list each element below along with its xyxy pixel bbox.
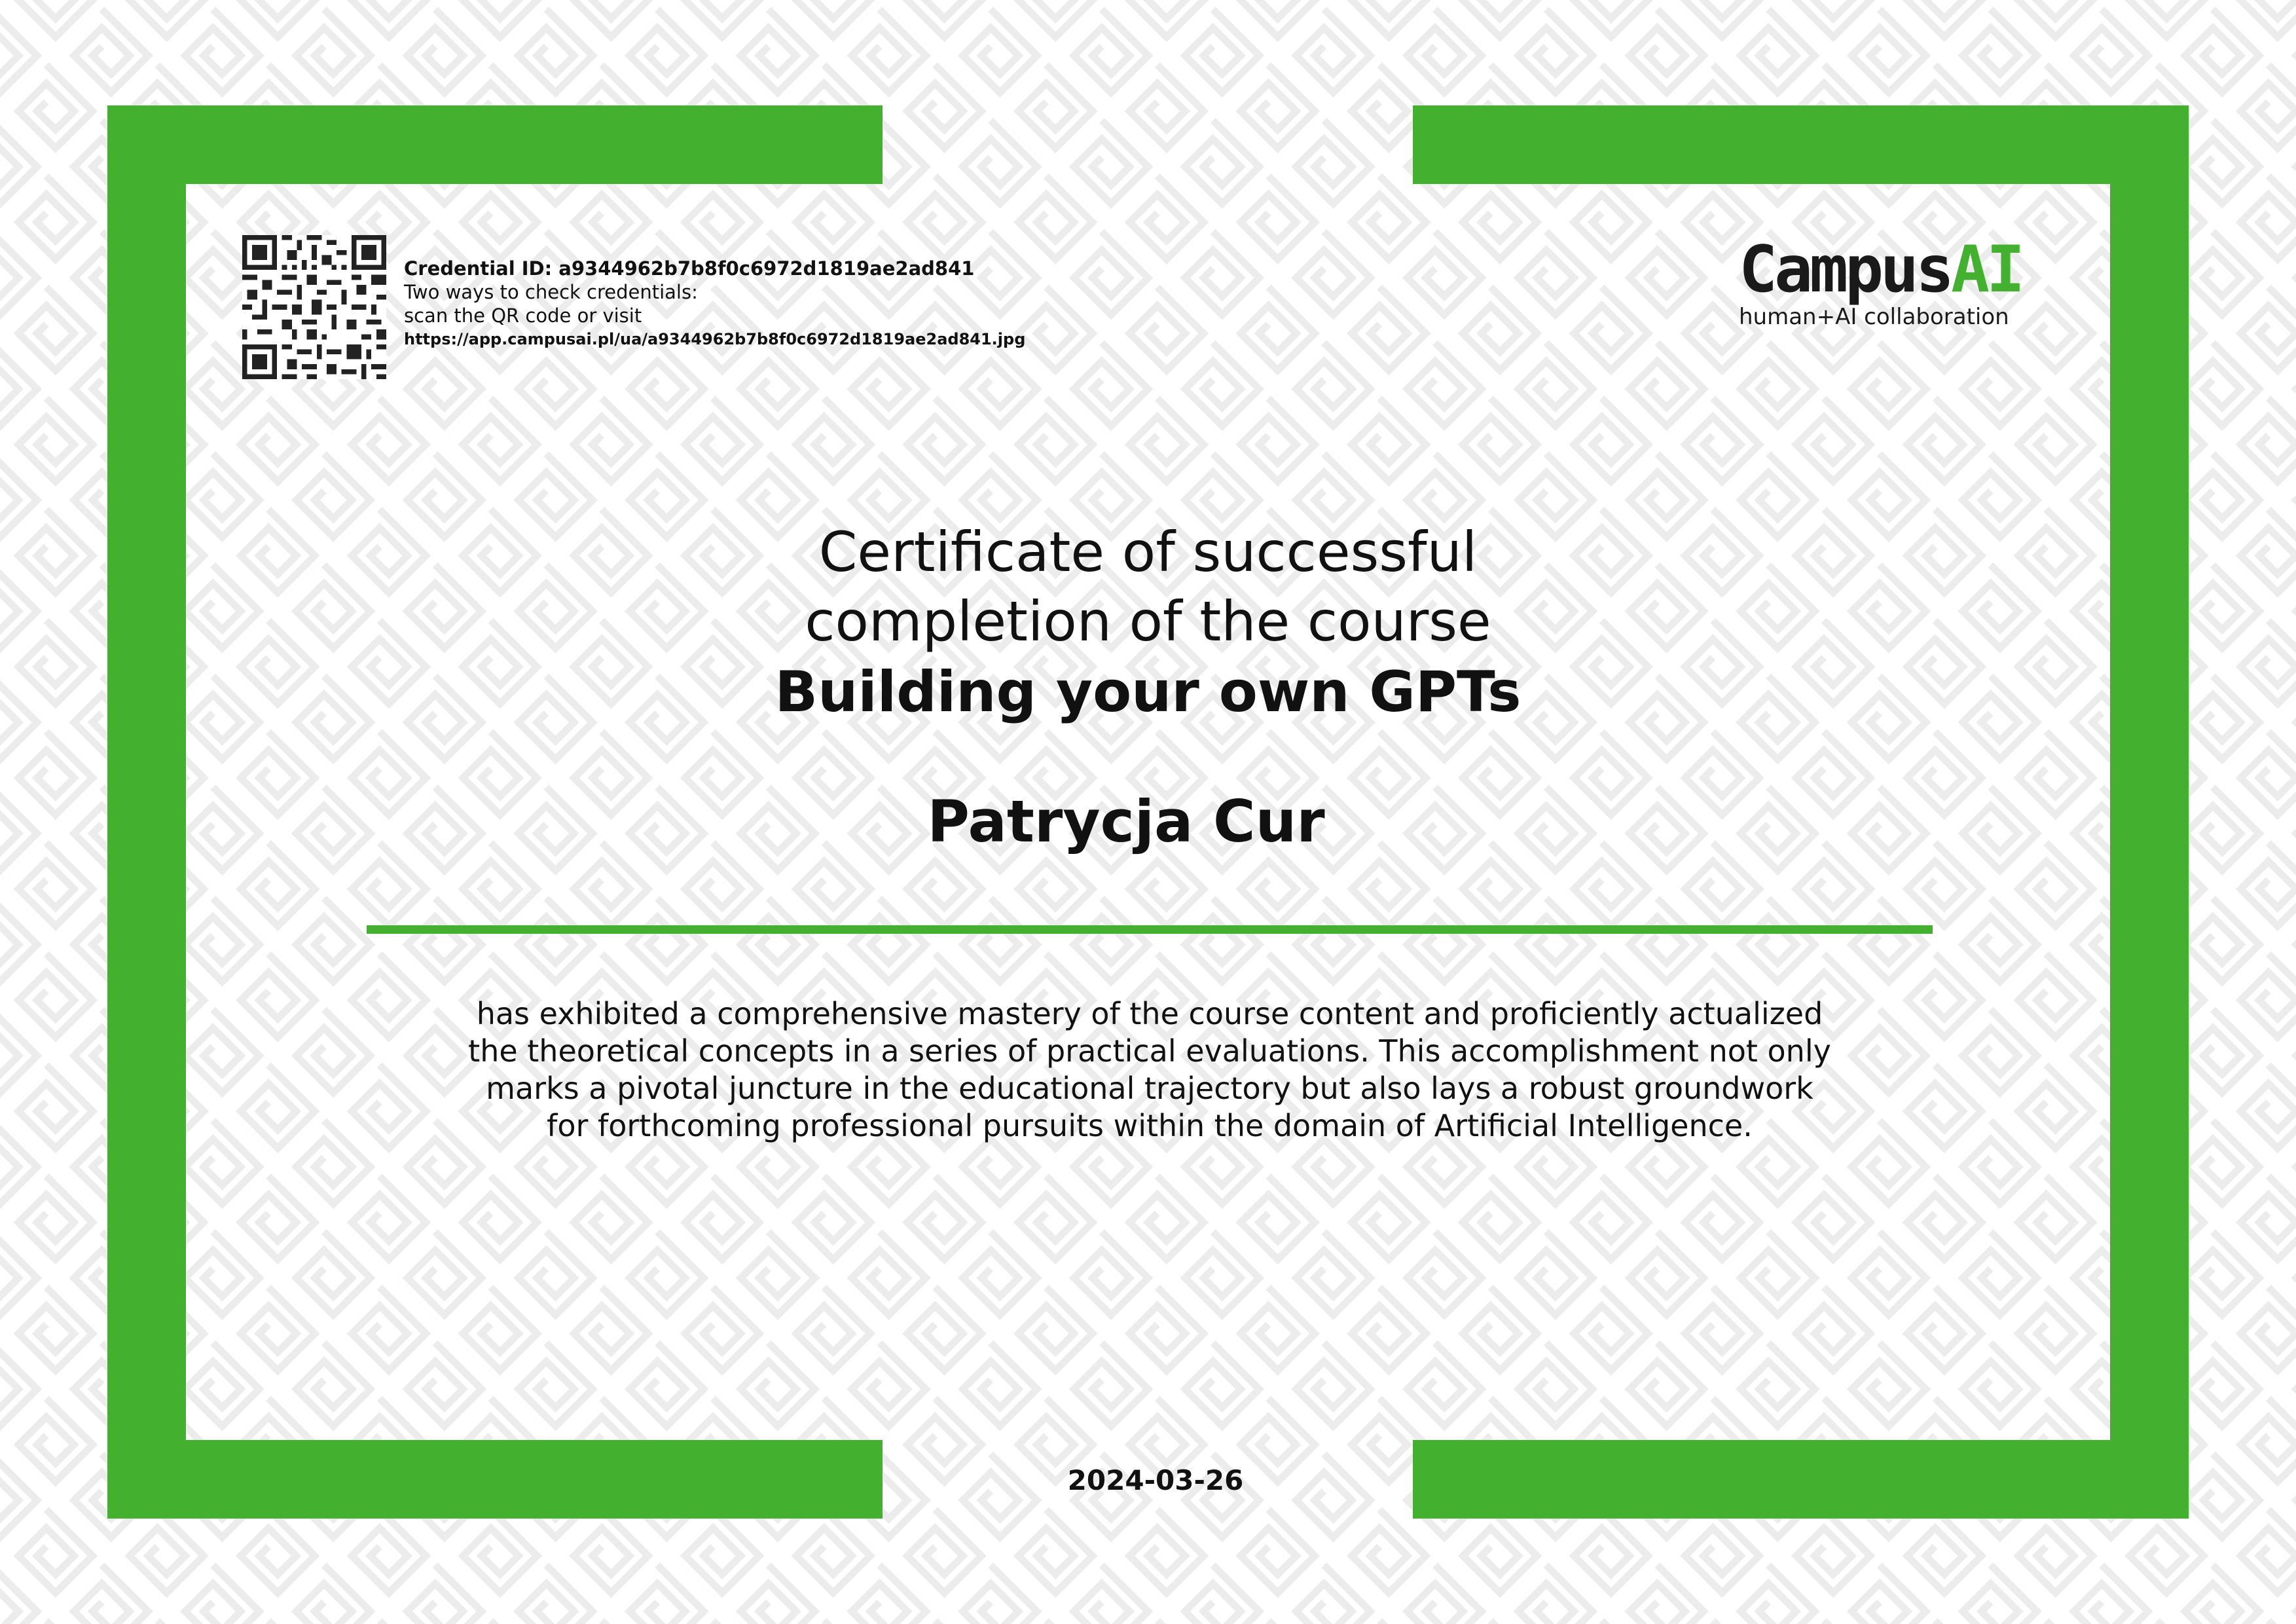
frame-top-left <box>107 105 883 184</box>
course-name: Building your own GPTs <box>774 659 1522 725</box>
logo-word-main: Campus <box>1739 232 1952 307</box>
credential-url-link[interactable]: https://app.campusai.pl/ua/a9344962b7b8f0c6972d1819ae2ad841.jpg <box>404 330 1026 348</box>
qr-code[interactable] <box>242 235 386 379</box>
divider-line <box>367 925 1933 934</box>
credential-instructions-line1: Two ways to check credentials: <box>404 281 698 303</box>
body-line: the theoretical concepts in a series of practical evaluations. This accomplishment not only <box>468 1033 1831 1069</box>
logo-wordmark <box>1739 232 2040 307</box>
certificate-title <box>0 517 2296 728</box>
recipient-name: Patrycja Cur <box>927 788 1325 855</box>
certificate-body <box>367 995 1933 1145</box>
campusai-logo <box>1739 232 2040 330</box>
frame-top-right <box>1413 105 2189 184</box>
logo-tagline: human+AI collaboration <box>1739 304 2009 330</box>
title-line-2: completion of the course <box>805 589 1491 654</box>
body-line: has exhibited a comprehensive mastery of the course content and proficiently actualized <box>476 996 1823 1031</box>
body-line: for forthcoming professional pursuits within the domain of Artificial Intelligence. <box>547 1108 1753 1143</box>
body-line: marks a pivotal juncture in the educational trajectory but also lays a robust groundwork <box>486 1071 1813 1106</box>
title-line-1: Certificate of successful <box>818 520 1478 584</box>
credential-info <box>404 257 1025 351</box>
credential-id: Credential ID: a9344962b7b8f0c6972d1819ae2ad841 <box>404 257 975 280</box>
logo-word-accent: AI <box>1951 232 2022 307</box>
credential-instructions-line2: scan the QR code or visit <box>404 304 642 327</box>
issue-date: 2024-03-26 <box>1067 1464 1244 1496</box>
